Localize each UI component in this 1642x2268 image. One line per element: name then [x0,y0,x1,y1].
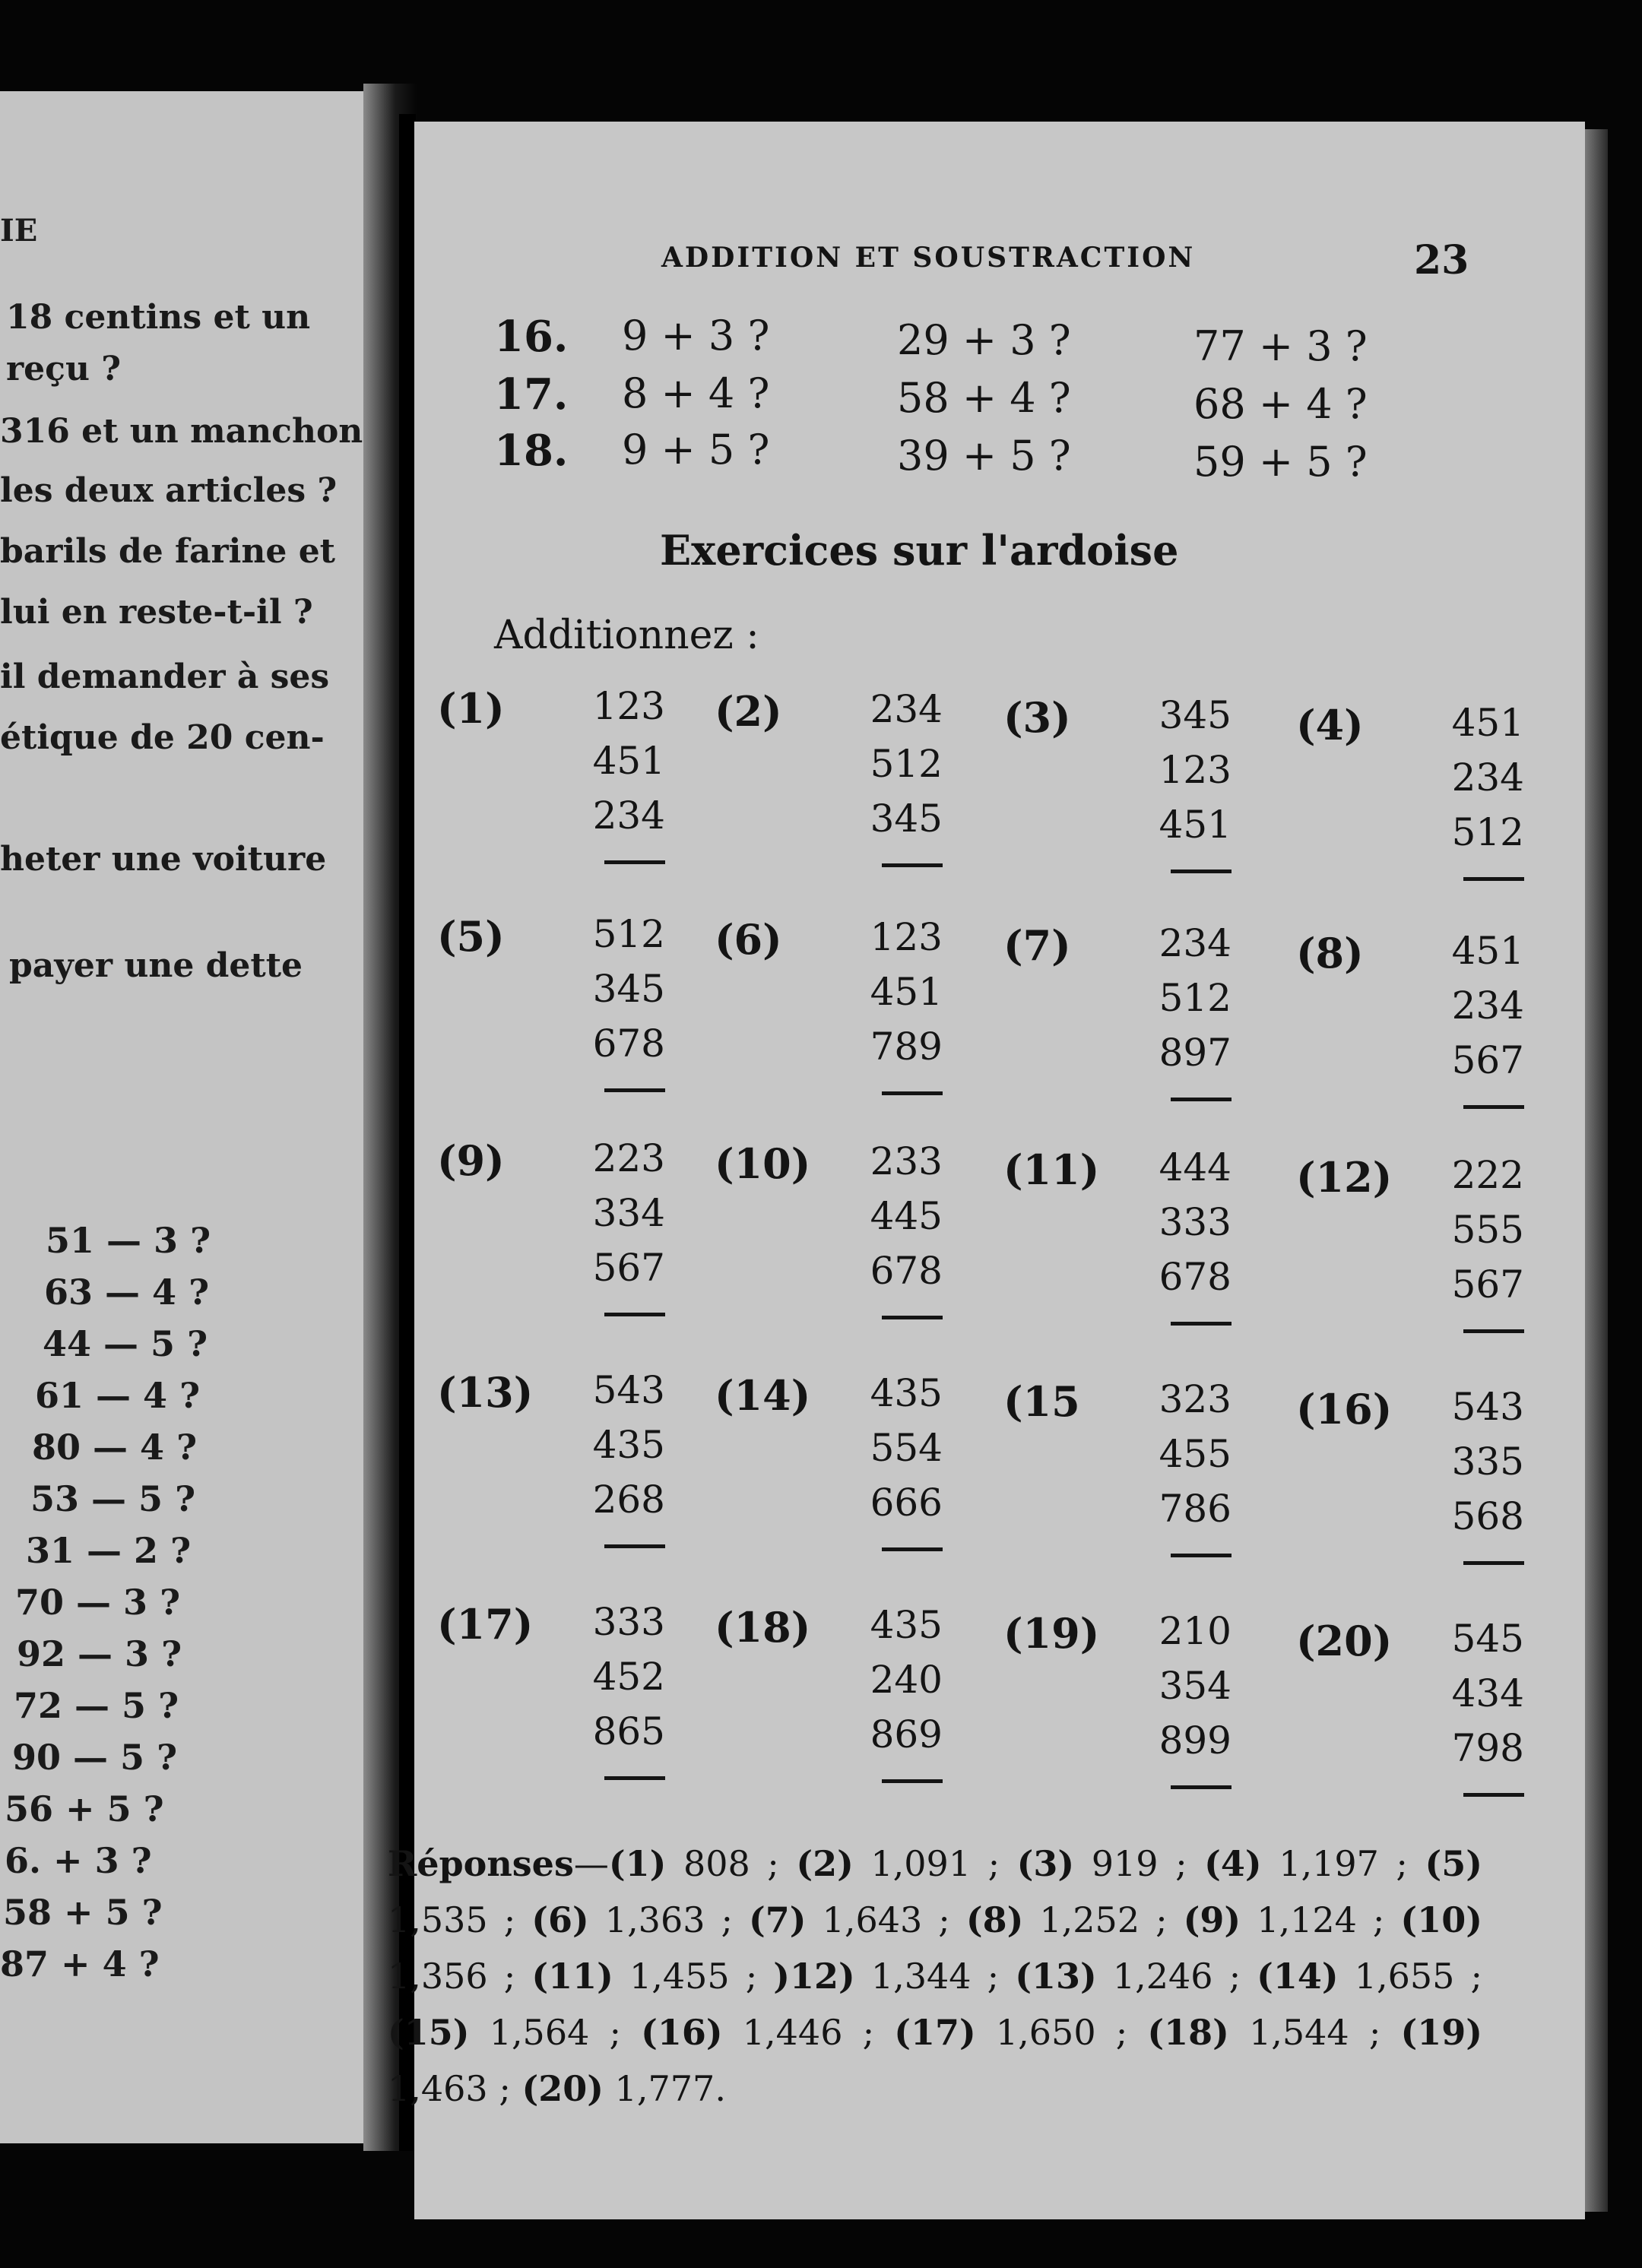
exercise [437,912,665,1110]
exercise [715,1139,943,1337]
exercise-label: (10) [715,1139,811,1188]
problem-item: 29 + 3 ? [897,316,1071,364]
exercise-addend: 512 [1451,810,1524,854]
problem-item: 39 + 5 ? [897,432,1071,480]
exercise-addend: 555 [1451,1208,1524,1252]
exercise [437,684,665,882]
answer-value: 1,446 [742,2012,843,2053]
left-page-subtraction: 61 — 4 ? [35,1375,201,1416]
exercise-label: (14) [715,1371,811,1420]
exercise-addend: 222 [1451,1153,1524,1197]
exercise-addend: 444 [1159,1145,1232,1189]
left-page-subtraction: 51 — 3 ? [46,1220,211,1261]
problem-item: 58 + 4 ? [897,374,1071,422]
exercise-addend: 567 [1451,1262,1524,1307]
exercise-addend: 434 [1451,1671,1524,1715]
section-title: Exercices sur l'ardoise [660,526,1179,575]
answer-label: (1) [608,1843,667,1884]
exercise-addend: 234 [592,793,665,838]
exercise-label: (4) [1296,701,1364,749]
exercise [1003,1609,1232,1807]
answer-label: (14) [1257,1956,1339,1997]
exercise-addend: 451 [592,739,665,783]
problem-item: 77 + 3 ? [1193,322,1368,370]
exercise-addend: 123 [1159,748,1232,792]
exercise-label: (15 [1003,1377,1080,1426]
exercise-label: (5) [437,912,505,961]
exercise-addend: 335 [1451,1440,1524,1484]
sum-rule [882,863,943,867]
answer-label: (13) [1015,1956,1097,1997]
sum-rule [1171,1554,1232,1557]
exercise-addend: 451 [1451,929,1524,973]
exercise [1003,693,1232,891]
exercise-label: (8) [1296,929,1364,977]
answer-value: 1,344 [870,1956,972,1997]
exercise-addend: 798 [1451,1726,1524,1770]
answer-value: 1,777. [614,2068,726,2109]
exercise-label: (12) [1296,1153,1393,1202]
exercise-addend: 223 [592,1136,665,1180]
exercise-addend: 666 [870,1481,943,1525]
exercise-addend: 567 [592,1246,665,1290]
sum-rule [1171,1785,1232,1789]
answers-block [388,1836,1482,2117]
answer-label: (15) [388,2012,470,2053]
exercise-addend: 678 [592,1022,665,1066]
left-page [0,91,395,2143]
problem-item: 9 + 5 ? [622,426,770,474]
answer-label: (6) [531,1899,589,1940]
exercise-label: (6) [715,915,782,964]
left-page-subtraction: 31 — 2 ? [26,1530,192,1571]
left-page-line: heter une voiture [0,840,327,879]
exercise-addend: 435 [592,1423,665,1467]
exercise-addend: 452 [592,1655,665,1699]
left-page-subtraction: 63 — 4 ? [44,1272,210,1313]
problem-number: 18. [494,426,569,476]
sum-rule [1463,1793,1524,1797]
sum-rule [604,860,665,864]
exercise-addend: 234 [1451,984,1524,1028]
exercise-addend: 543 [1451,1385,1524,1429]
exercise-addend: 451 [1451,701,1524,745]
left-page-line: payer une dette [9,946,303,985]
exercise [1003,1145,1232,1343]
exercise-addend: 512 [592,912,665,956]
exercise-label: (17) [437,1600,534,1649]
exercise [715,1603,943,1801]
problem-item: 8 + 4 ? [622,369,770,417]
left-page-line: reçu ? [6,350,122,388]
answer-label: (11) [531,1956,613,1997]
answer-label: (7) [749,1899,807,1940]
page-number: 23 [1414,237,1469,284]
exercise-addend: 512 [870,742,943,786]
answer-label: (17) [894,2012,976,2053]
exercise-addend: 333 [1159,1200,1232,1244]
left-page-subtraction: 53 — 5 ? [30,1478,196,1519]
left-page-subtraction: 70 — 3 ? [15,1582,181,1623]
exercise-addend: 268 [592,1478,665,1522]
exercise-addend: 445 [870,1194,943,1238]
exercise-addend: 786 [1159,1487,1232,1531]
exercise-addend: 455 [1159,1432,1232,1476]
exercise-addend: 334 [592,1191,665,1235]
exercise-addend: 234 [1451,755,1524,800]
answer-label: (2) [796,1843,854,1884]
answer-value: 1,544 [1249,2012,1349,2053]
problem-number: 16. [494,312,569,362]
exercise-addend: 210 [1159,1609,1232,1653]
exercise-addend: 234 [870,687,943,731]
exercise [715,1371,943,1569]
exercise-addend: 789 [870,1025,943,1069]
exercise [1296,1385,1524,1582]
exercise-label: (11) [1003,1145,1100,1194]
exercise-addend: 545 [1451,1617,1524,1661]
left-page-subtraction: 92 — 3 ? [17,1633,182,1674]
left-page-line: les deux articles ? [0,471,338,510]
answer-label: (3) [1016,1843,1075,1884]
exercise [1003,1377,1232,1575]
sum-rule [604,1776,665,1780]
exercise-label: (1) [437,684,505,733]
exercise-addend: 234 [1159,921,1232,965]
exercise [1296,1617,1524,1814]
problem-number: 17. [494,369,569,420]
answers-list: (1) 808 ; (2) 1,091 ; (3) 919 ; (4) 1,197 ; (5) 1,535 ; (6) 1,363 ; (7) 1,643 ; (8) 1,252 ; (9) 1,124 ; (10) 1,356 ; (11) 1,455 ; )12) 1,344 ; (13) 1,246 ; (14) 1,655 ; (15) 1,564 ; (16) 1,446 ; (17) 1,650 ; (18) 1,544 ; (19) 1,463 ; (20) 1,777. [388,1843,1483,2109]
problem-item: 68 + 4 ? [1193,380,1368,428]
exercise-addend: 568 [1451,1494,1524,1538]
sum-rule [1463,1329,1524,1333]
sum-rule [1171,1098,1232,1101]
sum-rule [1171,1322,1232,1326]
exercise [437,1136,665,1334]
left-page-header-fragment: IE [0,213,38,249]
exercise-label: (3) [1003,693,1071,742]
answers-heading: Réponses [388,1843,574,1884]
exercise-addend: 354 [1159,1664,1232,1708]
answer-value: 1,363 [604,1899,705,1940]
page-edge [1585,129,1608,2212]
answer-value: 1,356 [388,1956,488,1997]
answer-value: 808 [683,1843,750,1884]
answer-label: (5) [1425,1843,1482,1884]
exercise [715,687,943,885]
left-page-subtraction: 72 — 5 ? [14,1685,179,1726]
sum-rule [604,1088,665,1092]
answer-label: (8) [965,1899,1024,1940]
answer-value: 919 [1091,1843,1159,1884]
answer-value: 1,124 [1257,1899,1357,1940]
answer-value: 1,455 [629,1956,730,1997]
answer-label: (20) [521,2068,604,2109]
left-page-subtraction: 80 — 4 ? [32,1427,198,1468]
left-page-line: 316 et un manchon [0,412,363,451]
sum-rule [882,1547,943,1551]
exercise-label: (13) [437,1368,534,1417]
left-page-subtraction: 87 + 4 ? [0,1943,160,1984]
answer-value: 1,564 [489,2012,590,2053]
problem-item: 59 + 5 ? [1193,438,1368,486]
instruction: Additionnez : [494,613,759,658]
sum-rule [1171,870,1232,873]
exercise-addend: 435 [870,1603,943,1647]
sum-rule [604,1544,665,1548]
exercise-addend: 345 [1159,693,1232,737]
exercise-label: (16) [1296,1385,1393,1433]
answer-label: (9) [1183,1899,1241,1940]
running-header: ADDITION ET SOUSTRACTION [661,242,1196,274]
answer-label: (19) [1400,2012,1482,2053]
answer-value: 1,643 [822,1899,923,1940]
exercise [437,1368,665,1566]
left-page-line: barils de farine et [0,532,336,571]
exercise-label: (2) [715,687,782,736]
left-page-line: il demander à ses [0,657,330,696]
sum-rule [1463,1105,1524,1109]
left-page-subtraction: 6. + 3 ? [5,1840,152,1881]
sum-rule [882,1316,943,1319]
left-page-line: 18 centins et un [6,298,311,337]
left-page-subtraction: 90 — 5 ? [12,1737,178,1778]
exercise-addend: 512 [1159,976,1232,1020]
answer-label: (18) [1147,2012,1229,2053]
left-page-line: étique de 20 cen- [0,718,325,757]
exercise-addend: 333 [592,1600,665,1644]
answer-label: (10) [1400,1899,1482,1940]
answers-dash: — [573,1843,609,1884]
answer-value: 1,655 [1354,1956,1455,1997]
left-page-subtraction: 44 — 5 ? [43,1323,208,1364]
exercise-label: (7) [1003,921,1071,970]
exercise-addend: 123 [592,684,665,728]
problem-item: 9 + 3 ? [622,312,770,360]
exercise [1296,701,1524,898]
exercise-label: (19) [1003,1609,1100,1658]
exercise-label: (20) [1296,1617,1393,1665]
exercise [1296,929,1524,1126]
answer-label: (4) [1204,1843,1262,1884]
exercise-addend: 869 [870,1712,943,1756]
exercise [437,1600,665,1798]
sum-rule [882,1779,943,1783]
answer-value: 1,246 [1112,1956,1213,1997]
exercise [1296,1153,1524,1351]
exercise-addend: 865 [592,1709,665,1753]
left-page-line: lui en reste-t-il ? [0,593,313,632]
exercise-addend: 567 [1451,1038,1524,1082]
answer-label: (16) [641,2012,723,2053]
exercise-addend: 554 [870,1426,943,1470]
exercise [715,915,943,1113]
exercise-addend: 678 [870,1249,943,1293]
exercise-addend: 451 [1159,803,1232,847]
exercise-addend: 233 [870,1139,943,1183]
sum-rule [604,1313,665,1316]
exercise-addend: 678 [1159,1255,1232,1299]
exercise-addend: 897 [1159,1031,1232,1075]
exercise-addend: 123 [870,915,943,959]
left-page-subtraction: 56 + 5 ? [5,1788,164,1829]
sum-rule [882,1091,943,1095]
exercise-addend: 543 [592,1368,665,1412]
answer-value: 1,252 [1039,1899,1140,1940]
answer-value: 1,650 [995,2012,1096,2053]
exercise-label: (18) [715,1603,811,1652]
exercise [1003,921,1232,1119]
exercise-addend: 899 [1159,1718,1232,1763]
sum-rule [1463,1561,1524,1565]
answer-value: 1,463 [388,2068,488,2109]
exercise-addend: 345 [870,797,943,841]
exercise-addend: 240 [870,1658,943,1702]
answer-value: 1,535 [388,1899,488,1940]
answer-value: 1,091 [870,1843,972,1884]
exercise-addend: 323 [1159,1377,1232,1421]
answer-label: )12) [773,1956,855,1997]
left-page-subtraction: 58 + 5 ? [3,1892,163,1933]
exercise-addend: 435 [870,1371,943,1415]
sum-rule [1463,877,1524,881]
exercise-label: (9) [437,1136,505,1185]
exercise-addend: 451 [870,970,943,1014]
answer-value: 1,197 [1279,1843,1379,1884]
exercise-addend: 345 [592,967,665,1011]
